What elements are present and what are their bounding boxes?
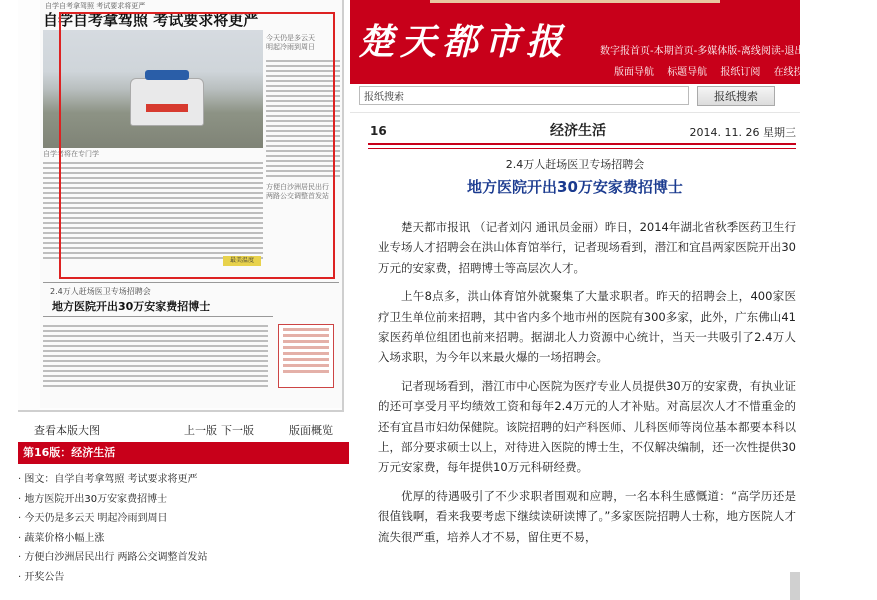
thumb-col-text-c: 两路公交调整首发站 (266, 192, 329, 200)
article-list-item[interactable]: · 地方医院开出30万安家费招博士 (18, 490, 349, 510)
thumb-line (43, 375, 268, 377)
thumb-line (43, 360, 268, 362)
nav-layout-link[interactable]: 版面导航 (614, 67, 654, 78)
left-panel (0, 0, 350, 600)
thumb-line (43, 340, 268, 342)
article-title: 地方医院开出30万安家费招博士 (467, 178, 683, 196)
header-rule (368, 148, 796, 149)
thumb-line (43, 370, 268, 372)
divider (350, 112, 800, 113)
article-paragraph: 上午8点多，洪山体育馆外就聚集了大量求职者。昨天的招聘会上，400家医疗卫生单位前来招聘，其中省内多个地市州的医院有300多家，此外，广东佛山41家医药单位组团也前来招聘。据湖北人力资源中心统计，当天一共吸引了2.4万人入场求职，为今年以来最火爆的一场招聘会。 (378, 289, 796, 365)
right-panel (350, 0, 867, 600)
thumb-headline: 自学自考拿驾照 考试要求将更严 (43, 11, 259, 29)
page-overview-link[interactable]: 版面概览 (289, 424, 333, 437)
thumb-ad-row (283, 370, 329, 373)
thumb-ad-row (283, 358, 329, 361)
page-number: 16 (370, 124, 387, 138)
thumb-rule (43, 316, 273, 317)
thumb-line (43, 350, 268, 352)
page-thumbnail-frame (18, 0, 344, 412)
thumb-line (43, 385, 268, 387)
thumb-col-text-b: 方便白沙洲居民出行 (266, 183, 329, 191)
article-body (378, 217, 796, 555)
thumb-line (43, 325, 268, 327)
thumb-ad-box (278, 324, 334, 388)
thumb-side-text-2: 明起冷雨到周日 (266, 43, 315, 51)
nav-submit-link[interactable]: 在线投稿 (773, 67, 814, 78)
page-nav-bar (18, 420, 344, 438)
article-paragraph: 优厚的待遇吸引了不少求职者围观和应聘，一名本科生感慨道：“高学历还是很值钱啊，看来我要考虑下继续读研读博了。”多家医院招聘人士称，地方医院人才流失很严重，培养人才不易，留住更不易， (378, 488, 796, 544)
thumb-ad-row (283, 364, 329, 367)
search-input[interactable] (359, 86, 689, 105)
article-paragraph: 记者现场看到，潜江市中心医院为医疗专业人员提供30万的安家费，有执业证的还可享受月平均绩效工资和每年2.4万元的人才补贴。对高层次人才不惜重金的还有宜昌市妇幼保健院。该院招聘的妇产科医师、儿科医师等岗位基本都要本科以上，部分要求硕士以上，对待进入医院的博士生，不仅解决编制，还一次性提供30万元安家费，每年提供10万元科研经费。 (378, 378, 796, 475)
prev-page-link[interactable]: 上一版 (184, 424, 217, 437)
thumb-ad-row (283, 328, 329, 331)
thumb-line (43, 380, 268, 382)
article-list-item[interactable]: · 蔬菜价格小幅上涨 (18, 529, 349, 549)
search-button[interactable]: 报纸搜索 (697, 86, 775, 106)
nav-read-online-link[interactable]: 在线读报 (826, 67, 867, 78)
scrollbar-thumb[interactable] (790, 572, 800, 600)
article-list-item[interactable]: · 今天仍是多云天 明起冷雨到周日 (18, 509, 349, 529)
newspaper-logo[interactable]: 楚天都市报 (358, 21, 569, 63)
thumb-col-text-a: 自学者将在专门学 (43, 150, 99, 158)
article-list (18, 470, 349, 587)
thumb-ad-row (283, 340, 329, 343)
thumb-side-text-1: 今天仍是多云天 (266, 34, 315, 42)
page-header (368, 118, 794, 142)
nav-subscribe-link[interactable]: 报纸订阅 (720, 67, 761, 78)
thumb-line (43, 355, 268, 357)
thumb-sub-kicker: 2.4万人赶场医卫专场招聘会 (50, 287, 151, 296)
top-links[interactable]: 数字报首页-本期首页-多媒体版-离线阅读-退出 (600, 46, 805, 57)
page-date: 2014. 11. 26 星期三 (689, 126, 796, 139)
search-bar (355, 86, 795, 108)
thumb-line (43, 335, 268, 337)
thumb-sub-headline: 地方医院开出30万安家费招博士 (52, 300, 211, 313)
view-full-page-link[interactable]: 查看本版大图 (34, 424, 100, 437)
nav-titles-link[interactable]: 标题导航 (667, 67, 708, 78)
masthead (350, 0, 867, 84)
page-section-title: 经济生活 (550, 123, 606, 139)
next-page-link[interactable]: 下一版 (221, 424, 254, 437)
article-list-item[interactable]: · 图文：自学自考拿驾照 考试要求将更严 (18, 470, 349, 490)
thumb-text-block-2 (43, 322, 268, 390)
thumb-ad-row (283, 334, 329, 337)
article-paragraph: 楚天都市报讯 （记者刘闪 通讯员金丽）昨日，2014年湖北省秋季医药卫生行业专场人才招聘会在洪山体育馆举行，记者现场看到，潜江和宜昌两家医院开出30万元的安家费，招聘博士等高层次人才。 (378, 220, 796, 275)
masthead-accent-strip (430, 0, 720, 3)
thumb-ad-row (283, 352, 329, 355)
thumb-rule (43, 282, 339, 283)
article-list-item[interactable]: · 开奖公告 (18, 568, 349, 588)
masthead-nav (614, 63, 877, 78)
header-rule (368, 143, 796, 145)
article-list-item[interactable]: · 方便白沙洲居民出行 两路公交调整首发站 (18, 548, 349, 568)
thumb-line (43, 330, 268, 332)
thumb-line (43, 365, 268, 367)
thumb-ad-row (283, 346, 329, 349)
article-highlight-box[interactable] (59, 12, 335, 279)
thumb-badge: 最美温度 (223, 256, 261, 266)
thumb-header-small: 自学自考拿驾照 考试要求将更严 (45, 2, 146, 10)
article-kicker: 2.4万人赶场医卫专场招聘会 (505, 158, 645, 171)
section-title-bar: 第16版：经济生活 (18, 442, 349, 464)
thumb-line (43, 345, 268, 347)
